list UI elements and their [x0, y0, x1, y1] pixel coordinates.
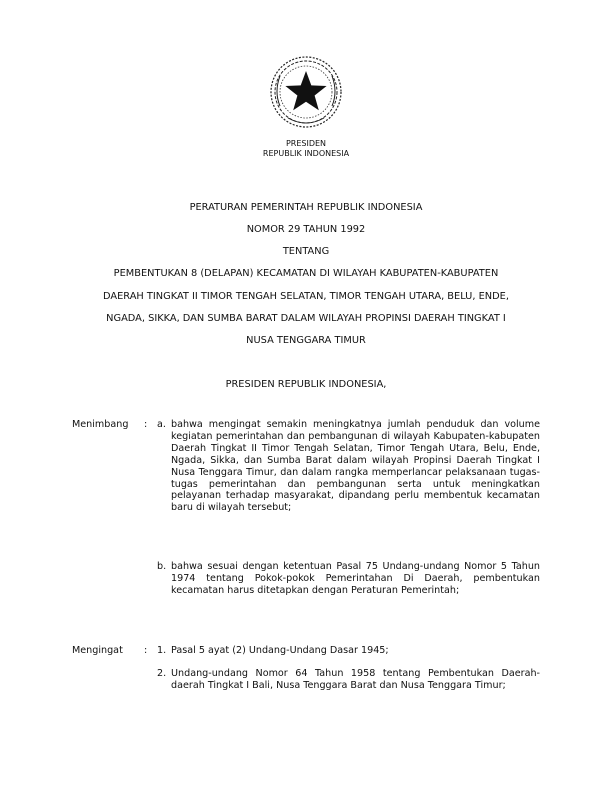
regulation-subject-line: DAERAH TINGKAT II TIMOR TENGAH SELATAN, TIMOR TENGAH UTARA, BELU, ENDE,: [103, 291, 509, 302]
mengingat-item-marker: 1.: [157, 645, 167, 656]
mengingat-item-text: Pasal 5 ayat (2) Undang-Undang Dasar 1945;: [171, 645, 389, 656]
regulation-subject-line: NUSA TENGGARA TIMUR: [246, 335, 366, 346]
regulation-subject-line: NGADA, SIKKA, DAN SUMBA BARAT DALAM WILAYAH PROPINSI DAERAH TINGKAT I: [106, 313, 506, 324]
regulation-number: NOMOR 29 TAHUN 1992: [246, 224, 366, 235]
regulation-tentang: TENTANG: [282, 246, 330, 257]
menimbang-colon: :: [144, 419, 148, 430]
menimbang-item-text: bahwa sesuai dengan ketentuan Pasal 75 Undang-undang Nomor 5 Tahun 1974 tentang Pokok-pokok Pemerintahan Di Daerah, pembentukan kecamatan harus ditetapkan dengan Peraturan Pemerintah;: [171, 561, 540, 596]
menimbang-label: Menimbang: [72, 419, 129, 430]
mengingat-item-text: Undang-undang Nomor 64 Tahun 1958 tentang Pembentukan Daerah-daerah Tingkat I Bali, Nusa Tenggara Barat dan Nusa Tenggara Timur;: [171, 668, 540, 691]
regulation-subject-line: PEMBENTUKAN 8 (DELAPAN) KECAMATAN DI WILAYAH KABUPATEN-KABUPATEN: [113, 268, 499, 279]
issuer-heading: PRESIDEN REPUBLIK INDONESIA,: [225, 379, 387, 390]
emblem-caption-president: PRESIDEN: [285, 139, 327, 148]
menimbang-item-marker: b.: [157, 561, 167, 572]
regulation-title: PERATURAN PEMERINTAH REPUBLIK INDONESIA: [189, 202, 423, 213]
emblem-caption-republic: REPUBLIK INDONESIA: [262, 149, 350, 158]
mengingat-item-marker: 2.: [157, 668, 167, 679]
menimbang-item-text: bahwa mengingat semakin meningkatnya jumlah penduduk dan volume kegiatan pemerintahan dan pembangunan di wilayah Kabupaten-kabupaten Daerah Tingkat II Timor Tengah Selatan, Timor Tengah Utara, Belu, Ende, Ngada, Sikka, dan Sumba Barat dalam wilayah Propinsi Daerah Tingkat I Nusa Tenggara Timur, dan dalam rangka memperlancar pelaksanaan tugas-tugas pemerintahan dan pembangunan serta untuk meningkatkan pelayanan terhadap masyarakat, dipandang perlu membentuk kecamatan baru di wilayah tersebut;: [171, 419, 540, 514]
garuda-star-emblem-icon: [266, 52, 346, 132]
menimbang-item-marker: a.: [157, 419, 166, 430]
mengingat-label: Mengingat: [72, 645, 123, 656]
mengingat-colon: :: [144, 645, 148, 656]
